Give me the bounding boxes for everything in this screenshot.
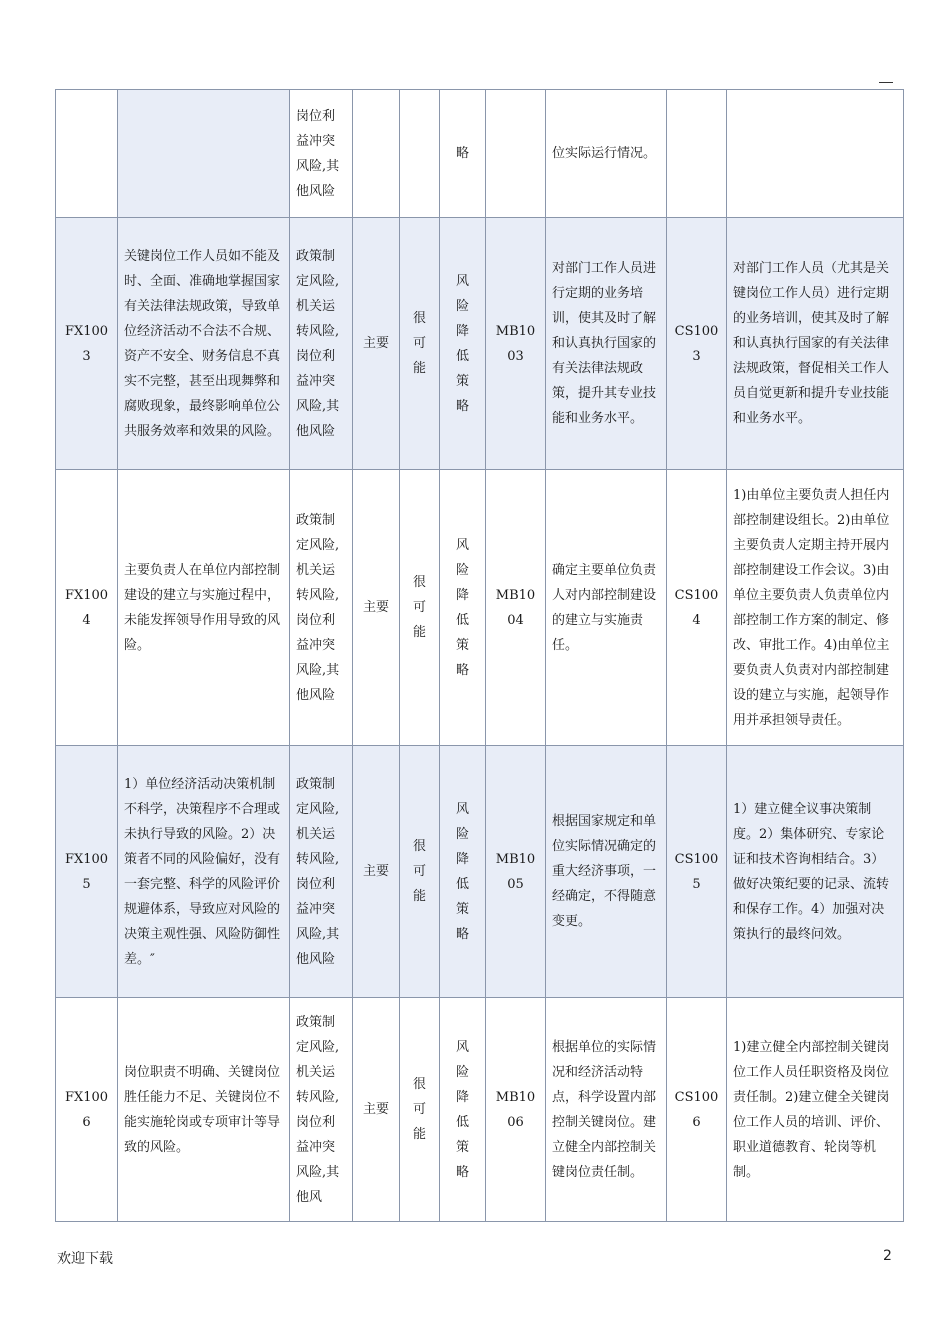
risk-description: 关键岗位工作人员如不能及时、全面、准确地掌握国家有关法律法规政策，导致单位经济活动不合法不合规、资产不安全、财务信息不真实不完整，甚至出现舞弊和腐败现象，最终影响单位公共服务效率和效果的风险。 bbox=[118, 218, 290, 470]
control-id bbox=[667, 90, 727, 218]
risk-id: FX1003 bbox=[56, 218, 118, 470]
control-objective: 确定主要单位负责人对内部控制建设的建立与实施责任。 bbox=[546, 470, 667, 746]
risk-description bbox=[118, 90, 290, 218]
risk-id: FX1005 bbox=[56, 746, 118, 998]
control-id: CS1003 bbox=[667, 218, 727, 470]
table-row bbox=[56, 218, 904, 470]
page-number: 2 bbox=[883, 1248, 892, 1264]
risk-level: 主要 bbox=[353, 998, 400, 1222]
table-row bbox=[56, 998, 904, 1222]
risk-probability: 很可能 bbox=[400, 470, 440, 746]
control-id: CS1004 bbox=[667, 470, 727, 746]
risk-level bbox=[353, 90, 400, 218]
risk-strategy: 风险降低策略 bbox=[440, 746, 486, 998]
objective-id: MB1006 bbox=[486, 998, 546, 1222]
risk-strategy: 风险降低策略 bbox=[440, 218, 486, 470]
control-measure: 1）建立健全议事决策制度。2）集体研究、专家论证和技术咨询相结合。3）做好决策纪要的记录、流转和保存工作。4）加强对决策执行的最终问效。 bbox=[727, 746, 904, 998]
risk-probability: 很可能 bbox=[400, 998, 440, 1222]
control-objective: 根据国家规定和单位实际情况确定的重大经济事项，一经确定，不得随意变更。 bbox=[546, 746, 667, 998]
risk-probability: 很可能 bbox=[400, 746, 440, 998]
risk-id: FX1006 bbox=[56, 998, 118, 1222]
objective-id bbox=[486, 90, 546, 218]
risk-category: 政策制定风险,机关运转风险,岗位利益冲突风险,其他风险 bbox=[290, 470, 353, 746]
risk-strategy: 风险降低策略 bbox=[440, 470, 486, 746]
risk-category: 政策制定风险,机关运转风险,岗位利益冲突风险,其他风险 bbox=[290, 218, 353, 470]
objective-id: MB1005 bbox=[486, 746, 546, 998]
risk-probability: 很可能 bbox=[400, 218, 440, 470]
table-row bbox=[56, 90, 904, 218]
risk-category: 政策制定风险,机关运转风险,岗位利益冲突风险,其他风 bbox=[290, 998, 353, 1222]
objective-id: MB1003 bbox=[486, 218, 546, 470]
risk-probability bbox=[400, 90, 440, 218]
control-id: CS1005 bbox=[667, 746, 727, 998]
control-measure: 1)由单位主要负责人担任内部控制建设组长。2)由单位主要负责人定期主持开展内部控制建设工作会议。3)由单位主要负责人负责单位内部控制工作方案的制定、修改、审批工作。4)由单位主要负责人负责对内部控制建设的建立与实施，起领导作用并承担领导责任。 bbox=[727, 470, 904, 746]
risk-description: 1）单位经济活动决策机制不科学，决策程序不合理或未执行导致的风险。2）决策者不同的风险偏好，没有一套完整、科学的风险评价规避体系，导致应对风险的决策主观性强、风险防御性差。″ bbox=[118, 746, 290, 998]
control-id: CS1006 bbox=[667, 998, 727, 1222]
table-row bbox=[56, 470, 904, 746]
control-measure bbox=[727, 90, 904, 218]
control-measure: 1)建立健全内部控制关键岗位工作人员任职资格及岗位责任制。2)建立健全关键岗位工作人员的培训、评价、职业道德教育、轮岗等机制。 bbox=[727, 998, 904, 1222]
control-measure: 对部门工作人员（尤其是关键岗位工作人员）进行定期的业务培训，使其及时了解和认真执行国家的有关法律法规政策，督促相关工作人员自觉更新和提升专业技能和业务水平。 bbox=[727, 218, 904, 470]
objective-id: MB1004 bbox=[486, 470, 546, 746]
risk-level: 主要 bbox=[353, 218, 400, 470]
risk-id: FX1004 bbox=[56, 470, 118, 746]
table-row bbox=[56, 746, 904, 998]
control-objective: 根据单位的实际情况和经济活动特点，科学设置内部控制关键岗位。建立健全内部控制关键岗位责任制。 bbox=[546, 998, 667, 1222]
risk-level: 主要 bbox=[353, 470, 400, 746]
risk-description: 主要负责人在单位内部控制建设的建立与实施过程中，未能发挥领导作用导致的风险。 bbox=[118, 470, 290, 746]
control-objective: 对部门工作人员进行定期的业务培训，使其及时了解和认真执行国家的有关法律法规政策，提升其专业技能和业务水平。 bbox=[546, 218, 667, 470]
risk-strategy: 风险降低策略 bbox=[440, 998, 486, 1222]
risk-category: 岗位利益冲突风险,其他风险 bbox=[290, 90, 353, 218]
risk-strategy: 略 bbox=[440, 90, 486, 218]
header-rule bbox=[879, 82, 893, 83]
risk-control-table bbox=[55, 89, 904, 1222]
risk-id bbox=[56, 90, 118, 218]
control-objective: 位实际运行情况。 bbox=[546, 90, 667, 218]
footer-text: 欢迎下载 bbox=[57, 1251, 113, 1267]
risk-category: 政策制定风险,机关运转风险,岗位利益冲突风险,其他风险 bbox=[290, 746, 353, 998]
risk-level: 主要 bbox=[353, 746, 400, 998]
risk-description: 岗位职责不明确、关键岗位胜任能力不足、关键岗位不能实施轮岗或专项审计等导致的风险。 bbox=[118, 998, 290, 1222]
